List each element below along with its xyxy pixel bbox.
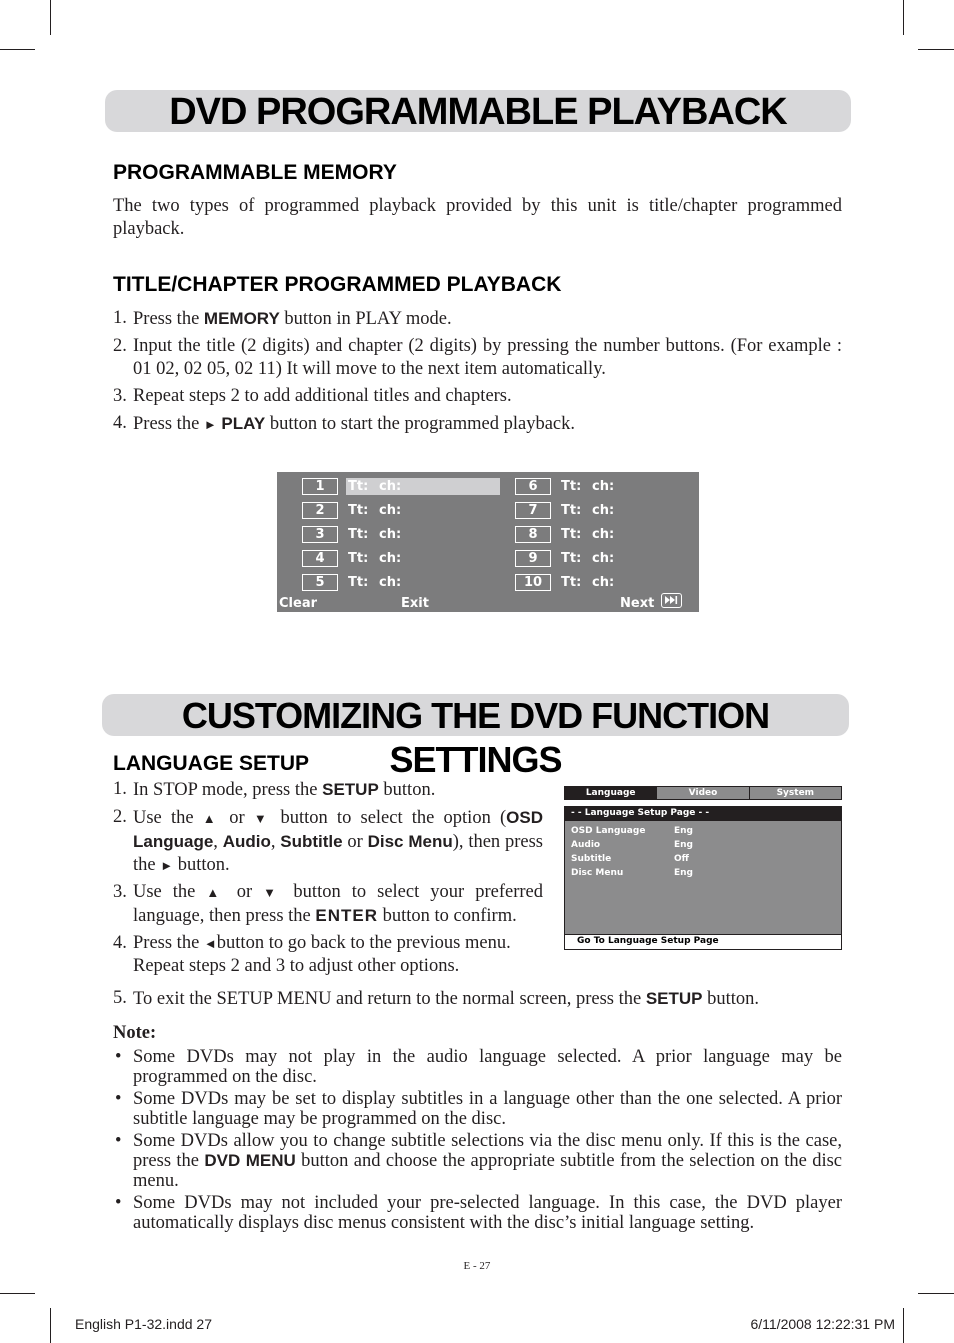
setting-row-subtitle[interactable]: Subtitle Off: [571, 854, 689, 864]
program-slot-number: 6: [515, 478, 551, 495]
program-slot-number: 10: [515, 574, 551, 591]
title-field-label[interactable]: Tt:: [348, 575, 369, 590]
note-item: • Some DVDs may not included your pre-selected language. In this case, the DVD player automatically displays disc menus consistent with the disc’s initial language setting.: [113, 1193, 842, 1233]
step-1: 1. In STOP mode, press the SETUP button.: [113, 779, 436, 800]
heading-programmable-memory: PROGRAMMABLE MEMORY: [113, 161, 397, 184]
section-title-programmable-playback: DVD PROGRAMMABLE PLAYBACK: [105, 90, 851, 132]
memory-paragraph: The two types of programmed playback provided by this unit is title/chapter programmed playback.: [113, 196, 842, 239]
play-button-label: PLAY: [221, 414, 266, 433]
chapter-field-label[interactable]: ch:: [379, 551, 402, 566]
tab-video[interactable]: Video: [656, 787, 748, 799]
selected-slot-highlight: [346, 478, 500, 495]
step-4: 4. Press the ► PLAY button to start the programmed playback.: [113, 413, 575, 434]
language-setup-screen: [564, 786, 842, 950]
chapter-field-label[interactable]: ch:: [592, 575, 615, 590]
setup-button-label: SETUP: [322, 780, 379, 799]
program-slot-number: 7: [515, 502, 551, 519]
note-item: • Some DVDs allow you to change subtitle selections via the disc menu only. If this is the case, press the DVD MENU button and choose the appropriate subtitle from the selection on the disc menu.: [113, 1131, 842, 1191]
crop-mark: [903, 0, 904, 35]
memory-button-label: MEMORY: [203, 309, 280, 328]
title-field-label[interactable]: Tt:: [561, 575, 582, 590]
title-field-label[interactable]: Tt:: [561, 503, 582, 518]
down-arrow-icon: ▼: [253, 811, 272, 826]
crop-mark: [50, 1308, 51, 1343]
title-chapter-steps: [113, 307, 842, 440]
setup-button-label: SETUP: [645, 989, 703, 1008]
title-field-label[interactable]: Tt:: [561, 551, 582, 566]
crop-mark: [918, 1293, 954, 1294]
setting-row-osd-language[interactable]: OSD Language Eng: [571, 826, 693, 836]
language-setup-panel: [564, 806, 842, 950]
step-2: 2. Use the ▲ or ▼ button to select the option (OSD Language, Audio, Subtitle or Disc Menu), then press the ► button.: [113, 807, 543, 875]
dvd-menu-button-label: DVD MENU: [204, 1151, 296, 1170]
note-item: • Some DVDs may be set to display subtitles in a language other than the one selected. A prior subtitle language may be programmed on the disc.: [113, 1089, 842, 1129]
crop-mark: [0, 49, 35, 50]
program-slot-number: 1: [302, 478, 338, 495]
note-section: [113, 1022, 842, 1235]
setup-tabs: [564, 786, 842, 800]
left-arrow-icon: ◄: [203, 936, 217, 951]
step-2: 2. Input the title (2 digits) and chapter (2 digits) by pressing the number buttons. (For example : 01 02, 02 05, 02 11) It will move to the next item automatically.: [113, 336, 842, 379]
note-item: • Some DVDs may not play in the audio language selected. A prior language may be programmed on the disc.: [113, 1047, 842, 1087]
chapter-field-label[interactable]: ch:: [379, 479, 402, 494]
step-4: 4. Press the ◄button to go back to the previous menu. Repeat steps 2 and 3 to adjust other options.: [113, 933, 511, 976]
heading-title-chapter-playback: TITLE/CHAPTER PROGRAMMED PLAYBACK: [113, 273, 562, 296]
chapter-field-label[interactable]: ch:: [379, 575, 402, 590]
setup-page-footer: Go To Language Setup Page: [565, 934, 841, 949]
note-heading: Note:: [113, 1023, 157, 1043]
play-icon: ►: [203, 417, 217, 432]
crop-mark: [903, 1308, 904, 1343]
step-5: 5. To exit the SETUP MENU and return to the normal screen, press the SETUP button.: [113, 988, 760, 1009]
chapter-field-label[interactable]: ch:: [379, 503, 402, 518]
crop-mark: [50, 0, 51, 35]
skip-forward-icon[interactable]: [661, 593, 682, 608]
page-number: E - 27: [463, 1260, 491, 1272]
title-field-label[interactable]: Tt:: [348, 551, 369, 566]
title-field-label[interactable]: Tt:: [561, 527, 582, 542]
language-steps: [113, 778, 543, 982]
enter-button-label: ENTER: [315, 906, 378, 925]
setting-row-disc-menu[interactable]: Disc Menu Eng: [571, 868, 693, 878]
file-slug: English P1-32.indd 27: [75, 1316, 212, 1332]
crop-mark: [918, 49, 954, 50]
chapter-field-label[interactable]: ch:: [592, 479, 615, 494]
setting-row-audio[interactable]: Audio Eng: [571, 840, 693, 850]
section-title-customizing-settings: CUSTOMIZING THE DVD FUNCTION SETTINGS: [102, 694, 849, 736]
step-3: 3. Repeat steps 2 to add additional titles and chapters.: [113, 386, 512, 406]
up-arrow-icon: ▲: [202, 811, 221, 826]
next-option[interactable]: Next: [620, 596, 655, 611]
setup-page-title: - - Language Setup Page - -: [565, 807, 841, 821]
step-3: 3. Use the ▲ or ▼ button to select your preferred language, then press the ENTER button to confirm.: [113, 882, 543, 926]
chapter-field-label[interactable]: ch:: [592, 527, 615, 542]
program-slot-number: 2: [302, 502, 338, 519]
exit-option[interactable]: Exit: [401, 596, 429, 611]
program-slot-number: 8: [515, 526, 551, 543]
step-1: 1. Press the MEMORY button in PLAY mode.: [113, 308, 452, 329]
chapter-field-label[interactable]: ch:: [379, 527, 402, 542]
program-slot-number: 9: [515, 550, 551, 567]
title-field-label[interactable]: Tt:: [348, 503, 369, 518]
title-field-label[interactable]: Tt:: [348, 527, 369, 542]
program-screen: [277, 472, 699, 612]
language-step-5: [113, 987, 842, 1015]
title-field-label[interactable]: Tt:: [348, 479, 369, 494]
clear-option[interactable]: Clear: [279, 596, 317, 611]
program-slot-number: 4: [302, 550, 338, 567]
right-arrow-icon: ►: [160, 858, 174, 873]
tab-system[interactable]: System: [749, 787, 841, 799]
up-arrow-icon: ▲: [206, 885, 226, 900]
crop-mark: [0, 1293, 35, 1294]
heading-language-setup: LANGUAGE SETUP: [113, 752, 310, 775]
tab-language[interactable]: Language: [565, 787, 656, 799]
down-arrow-icon: ▼: [263, 885, 283, 900]
chapter-field-label[interactable]: ch:: [592, 503, 615, 518]
program-slot-number: 3: [302, 526, 338, 543]
date-slug: 6/11/2008 12:22:31 PM: [750, 1316, 895, 1332]
title-field-label[interactable]: Tt:: [561, 479, 582, 494]
program-slot-number: 5: [302, 574, 338, 591]
chapter-field-label[interactable]: ch:: [592, 551, 615, 566]
